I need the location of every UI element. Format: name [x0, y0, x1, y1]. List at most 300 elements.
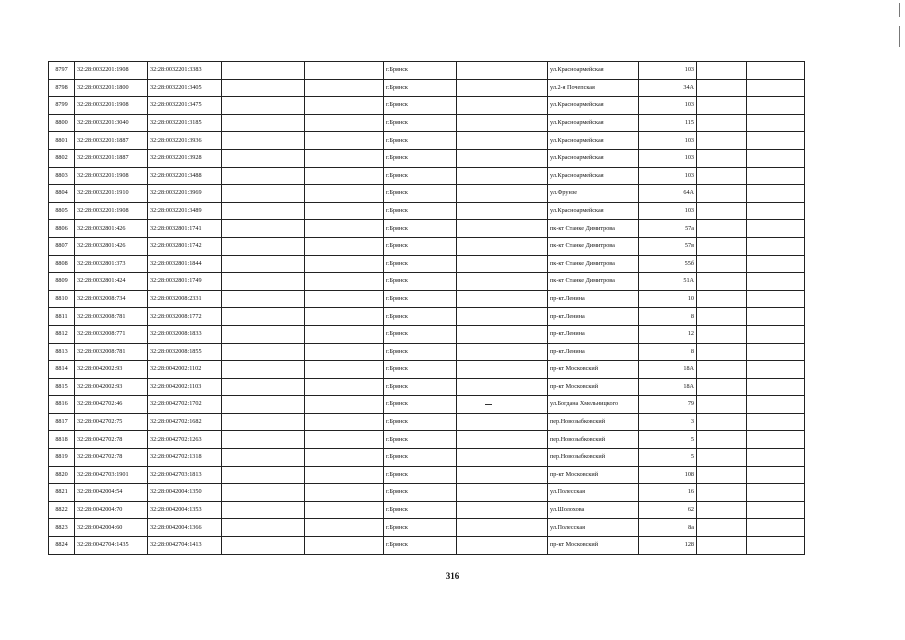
empty-cell	[457, 79, 548, 97]
empty-cell	[305, 484, 384, 502]
street-cell: пр-кт.Ленина	[548, 325, 639, 343]
house-number-cell: 3	[639, 413, 697, 431]
row-number-cell: 8802	[49, 149, 75, 167]
object-cadastral-cell: 32:28:0042702:1318	[148, 449, 222, 467]
row-number-cell: 8822	[49, 501, 75, 519]
empty-cell	[697, 501, 747, 519]
object-cadastral-cell: 32:28:0042002:1103	[148, 378, 222, 396]
table-row	[49, 237, 805, 255]
empty-cell	[457, 167, 548, 185]
table-row	[49, 431, 805, 449]
empty-cell	[747, 202, 805, 220]
table-row	[49, 466, 805, 484]
city-cell: г.Брянск	[384, 132, 457, 150]
house-number-cell: 16	[639, 484, 697, 502]
house-number-cell: 5	[639, 449, 697, 467]
row-number-cell: 8812	[49, 325, 75, 343]
house-number-cell: 57в	[639, 237, 697, 255]
parcel-cadastral-cell: 32:28:0042002:93	[75, 378, 148, 396]
empty-cell	[457, 290, 548, 308]
house-number-cell: 12	[639, 325, 697, 343]
empty-cell	[222, 519, 305, 537]
empty-cell	[697, 237, 747, 255]
row-number-cell: 8808	[49, 255, 75, 273]
empty-cell	[222, 431, 305, 449]
city-cell: г.Брянск	[384, 97, 457, 115]
empty-cell	[222, 132, 305, 150]
table-row	[49, 308, 805, 326]
empty-cell	[697, 220, 747, 238]
house-number-cell: 79	[639, 396, 697, 414]
empty-cell	[457, 537, 548, 555]
empty-cell	[222, 79, 305, 97]
house-number-cell: 10	[639, 290, 697, 308]
empty-cell	[305, 79, 384, 97]
empty-cell	[747, 484, 805, 502]
empty-cell	[222, 501, 305, 519]
row-number-cell: 8804	[49, 185, 75, 203]
empty-cell	[457, 149, 548, 167]
empty-cell	[457, 501, 548, 519]
street-cell: пр-кт.Ленина	[548, 308, 639, 326]
row-number-cell: 8819	[49, 449, 75, 467]
row-number-cell: 8807	[49, 237, 75, 255]
row-number-cell: 8800	[49, 114, 75, 132]
empty-cell	[747, 308, 805, 326]
object-cadastral-cell: 32:28:0032201:3936	[148, 132, 222, 150]
empty-cell	[305, 325, 384, 343]
row-number-cell: 8809	[49, 273, 75, 291]
row-number-cell: 8817	[49, 413, 75, 431]
city-cell: г.Брянск	[384, 396, 457, 414]
parcel-cadastral-cell: 32:28:0032801:426	[75, 237, 148, 255]
street-cell: пк-кт Станке Димитрова	[548, 255, 639, 273]
table-row	[49, 97, 805, 115]
empty-cell	[697, 114, 747, 132]
empty-cell	[457, 114, 548, 132]
empty-cell	[697, 361, 747, 379]
row-number-cell: 8810	[49, 290, 75, 308]
empty-cell	[457, 237, 548, 255]
records-table	[48, 61, 805, 555]
street-cell: ул.Полесская	[548, 519, 639, 537]
table-row	[49, 449, 805, 467]
parcel-cadastral-cell: 32:28:0042704:1435	[75, 537, 148, 555]
row-number-cell: 8798	[49, 79, 75, 97]
empty-cell	[305, 501, 384, 519]
empty-cell	[222, 537, 305, 555]
row-number-cell: 8813	[49, 343, 75, 361]
street-cell: ул.Шолохова	[548, 501, 639, 519]
parcel-cadastral-cell: 32:28:0032201:1908	[75, 97, 148, 115]
empty-cell	[305, 114, 384, 132]
parcel-cadastral-cell: 32:28:0042004:70	[75, 501, 148, 519]
empty-cell	[747, 343, 805, 361]
object-cadastral-cell: 32:28:0042004:1366	[148, 519, 222, 537]
empty-cell	[697, 167, 747, 185]
city-cell: г.Брянск	[384, 413, 457, 431]
empty-cell	[222, 167, 305, 185]
object-cadastral-cell: 32:28:0042704:1413	[148, 537, 222, 555]
street-cell: пр-кт Московский	[548, 466, 639, 484]
row-number-cell: 8797	[49, 62, 75, 80]
street-cell: ул.Красноармейская	[548, 132, 639, 150]
empty-cell	[747, 466, 805, 484]
table-row	[49, 62, 805, 80]
street-cell: пр-кт.Ленина	[548, 290, 639, 308]
empty-cell	[747, 519, 805, 537]
empty-cell	[222, 149, 305, 167]
table-row	[49, 484, 805, 502]
empty-cell	[457, 361, 548, 379]
scan-dash-mark	[485, 404, 492, 405]
table-row	[49, 273, 805, 291]
empty-cell	[697, 343, 747, 361]
street-cell: пр-кт Московский	[548, 378, 639, 396]
object-cadastral-cell: 32:28:0032008:1772	[148, 308, 222, 326]
parcel-cadastral-cell: 32:28:0042702:78	[75, 431, 148, 449]
object-cadastral-cell: 32:28:0042702:1702	[148, 396, 222, 414]
parcel-cadastral-cell: 32:28:0032801:424	[75, 273, 148, 291]
empty-cell	[305, 273, 384, 291]
street-cell: ул.Красноармейская	[548, 62, 639, 80]
city-cell: г.Брянск	[384, 220, 457, 238]
street-cell: пк-кт Станке Димитрова	[548, 220, 639, 238]
table-row	[49, 519, 805, 537]
empty-cell	[222, 237, 305, 255]
parcel-cadastral-cell: 32:28:0032201:1910	[75, 185, 148, 203]
parcel-cadastral-cell: 32:28:0032201:1887	[75, 149, 148, 167]
table-body	[49, 62, 805, 555]
empty-cell	[305, 343, 384, 361]
object-cadastral-cell: 32:28:0032201:3928	[148, 149, 222, 167]
row-number-cell: 8806	[49, 220, 75, 238]
city-cell: г.Брянск	[384, 378, 457, 396]
street-cell: ул.Красноармейская	[548, 149, 639, 167]
empty-cell	[305, 519, 384, 537]
street-cell: ул.Полесская	[548, 484, 639, 502]
object-cadastral-cell: 32:28:0042702:1682	[148, 413, 222, 431]
empty-cell	[457, 325, 548, 343]
empty-cell	[697, 273, 747, 291]
street-cell: ул.Красноармейская	[548, 114, 639, 132]
object-cadastral-cell: 32:28:0032201:3475	[148, 97, 222, 115]
empty-cell	[747, 325, 805, 343]
house-number-cell: 64А	[639, 185, 697, 203]
city-cell: г.Брянск	[384, 501, 457, 519]
street-cell: пер.Новозыбковский	[548, 431, 639, 449]
city-cell: г.Брянск	[384, 62, 457, 80]
house-number-cell: 34А	[639, 79, 697, 97]
parcel-cadastral-cell: 32:28:0042702:78	[75, 449, 148, 467]
empty-cell	[697, 466, 747, 484]
city-cell: г.Брянск	[384, 79, 457, 97]
empty-cell	[747, 255, 805, 273]
empty-cell	[457, 449, 548, 467]
object-cadastral-cell: 32:28:0032008:1833	[148, 325, 222, 343]
empty-cell	[697, 378, 747, 396]
object-cadastral-cell: 32:28:0042004:1353	[148, 501, 222, 519]
empty-cell	[457, 308, 548, 326]
empty-cell	[305, 185, 384, 203]
empty-cell	[222, 343, 305, 361]
house-number-cell: 103	[639, 149, 697, 167]
empty-cell	[457, 97, 548, 115]
city-cell: г.Брянск	[384, 255, 457, 273]
row-number-cell: 8820	[49, 466, 75, 484]
table-row	[49, 114, 805, 132]
empty-cell	[457, 378, 548, 396]
page-number: 316	[445, 571, 460, 581]
parcel-cadastral-cell: 32:28:0032801:373	[75, 255, 148, 273]
house-number-cell: 55б	[639, 255, 697, 273]
object-cadastral-cell: 32:28:0032801:1749	[148, 273, 222, 291]
table-row	[49, 185, 805, 203]
empty-cell	[747, 378, 805, 396]
empty-cell	[747, 361, 805, 379]
empty-cell	[222, 202, 305, 220]
object-cadastral-cell: 32:28:0042004:1350	[148, 484, 222, 502]
row-number-cell: 8814	[49, 361, 75, 379]
city-cell: г.Брянск	[384, 114, 457, 132]
row-number-cell: 8799	[49, 97, 75, 115]
table-row	[49, 361, 805, 379]
table-row	[49, 325, 805, 343]
table-row	[49, 132, 805, 150]
city-cell: г.Брянск	[384, 466, 457, 484]
empty-cell	[305, 537, 384, 555]
table-row	[49, 501, 805, 519]
street-cell: ул.Красноармейская	[548, 202, 639, 220]
row-number-cell: 8816	[49, 396, 75, 414]
table-row	[49, 79, 805, 97]
city-cell: г.Брянск	[384, 484, 457, 502]
house-number-cell: 103	[639, 132, 697, 150]
object-cadastral-cell: 32:28:0042703:1813	[148, 466, 222, 484]
empty-cell	[305, 449, 384, 467]
parcel-cadastral-cell: 32:28:0032201:1887	[75, 132, 148, 150]
house-number-cell: 8а	[639, 519, 697, 537]
empty-cell	[222, 185, 305, 203]
empty-cell	[697, 79, 747, 97]
parcel-cadastral-cell: 32:28:0032008:781	[75, 308, 148, 326]
row-number-cell: 8821	[49, 484, 75, 502]
house-number-cell: 128	[639, 537, 697, 555]
street-cell: пк-кт Станке Димитрова	[548, 273, 639, 291]
street-cell: пр-кт Московский	[548, 537, 639, 555]
street-cell: ул.Красноармейская	[548, 97, 639, 115]
empty-cell	[305, 396, 384, 414]
street-cell: пк-кт Станке Димитрова	[548, 237, 639, 255]
table-row	[49, 378, 805, 396]
house-number-cell: 108	[639, 466, 697, 484]
street-cell: ул.Богдана Хмельницкого	[548, 396, 639, 414]
empty-cell	[747, 132, 805, 150]
city-cell: г.Брянск	[384, 149, 457, 167]
parcel-cadastral-cell: 32:28:0042702:46	[75, 396, 148, 414]
empty-cell	[697, 537, 747, 555]
table-row	[49, 537, 805, 555]
empty-cell	[697, 308, 747, 326]
house-number-cell: 8	[639, 343, 697, 361]
empty-cell	[697, 431, 747, 449]
empty-cell	[697, 97, 747, 115]
parcel-cadastral-cell: 32:28:0032201:1908	[75, 167, 148, 185]
empty-cell	[697, 449, 747, 467]
empty-cell	[457, 343, 548, 361]
empty-cell	[747, 185, 805, 203]
row-number-cell: 8815	[49, 378, 75, 396]
house-number-cell: 103	[639, 97, 697, 115]
empty-cell	[697, 202, 747, 220]
object-cadastral-cell: 32:28:0032801:1742	[148, 237, 222, 255]
empty-cell	[747, 79, 805, 97]
city-cell: г.Брянск	[384, 361, 457, 379]
empty-cell	[305, 62, 384, 80]
empty-cell	[305, 431, 384, 449]
empty-cell	[457, 466, 548, 484]
parcel-cadastral-cell: 32:28:0032201:1908	[75, 62, 148, 80]
empty-cell	[222, 361, 305, 379]
table-row	[49, 149, 805, 167]
empty-cell	[697, 396, 747, 414]
row-number-cell: 8818	[49, 431, 75, 449]
empty-cell	[747, 273, 805, 291]
parcel-cadastral-cell: 32:28:0042004:54	[75, 484, 148, 502]
city-cell: г.Брянск	[384, 325, 457, 343]
city-cell: г.Брянск	[384, 431, 457, 449]
parcel-cadastral-cell: 32:28:0042703:1901	[75, 466, 148, 484]
parcel-cadastral-cell: 32:28:0032801:426	[75, 220, 148, 238]
house-number-cell: 8	[639, 308, 697, 326]
street-cell: ул.Красноармейская	[548, 167, 639, 185]
empty-cell	[305, 413, 384, 431]
empty-cell	[697, 413, 747, 431]
empty-cell	[747, 290, 805, 308]
empty-cell	[697, 519, 747, 537]
object-cadastral-cell: 32:28:0032201:3969	[148, 185, 222, 203]
city-cell: г.Брянск	[384, 519, 457, 537]
empty-cell	[747, 449, 805, 467]
row-number-cell: 8803	[49, 167, 75, 185]
object-cadastral-cell: 32:28:0032801:1741	[148, 220, 222, 238]
empty-cell	[457, 396, 548, 414]
empty-cell	[457, 185, 548, 203]
empty-cell	[305, 97, 384, 115]
empty-cell	[457, 519, 548, 537]
house-number-cell: 18А	[639, 378, 697, 396]
empty-cell	[305, 361, 384, 379]
empty-cell	[222, 413, 305, 431]
row-number-cell: 8805	[49, 202, 75, 220]
empty-cell	[747, 62, 805, 80]
street-cell: ул.2-я Почепская	[548, 79, 639, 97]
house-number-cell: 103	[639, 62, 697, 80]
house-number-cell: 115	[639, 114, 697, 132]
table-row	[49, 202, 805, 220]
table-row	[49, 413, 805, 431]
table-row	[49, 343, 805, 361]
house-number-cell: 62	[639, 501, 697, 519]
city-cell: г.Брянск	[384, 202, 457, 220]
table-row	[49, 220, 805, 238]
scan-edge-mark-top	[899, 3, 900, 17]
row-number-cell: 8824	[49, 537, 75, 555]
empty-cell	[697, 62, 747, 80]
scan-edge-mark-lower	[899, 26, 900, 47]
city-cell: г.Брянск	[384, 237, 457, 255]
street-cell: пер.Новозыбковский	[548, 449, 639, 467]
empty-cell	[747, 167, 805, 185]
house-number-cell: 103	[639, 202, 697, 220]
empty-cell	[457, 431, 548, 449]
house-number-cell: 18А	[639, 361, 697, 379]
empty-cell	[747, 114, 805, 132]
empty-cell	[305, 255, 384, 273]
table-row	[49, 290, 805, 308]
empty-cell	[222, 378, 305, 396]
empty-cell	[222, 220, 305, 238]
empty-cell	[222, 290, 305, 308]
empty-cell	[457, 273, 548, 291]
empty-cell	[305, 290, 384, 308]
city-cell: г.Брянск	[384, 167, 457, 185]
empty-cell	[222, 62, 305, 80]
empty-cell	[222, 396, 305, 414]
house-number-cell: 5	[639, 431, 697, 449]
empty-cell	[222, 114, 305, 132]
empty-cell	[747, 501, 805, 519]
parcel-cadastral-cell: 32:28:0032008:781	[75, 343, 148, 361]
table-row	[49, 167, 805, 185]
empty-cell	[457, 202, 548, 220]
object-cadastral-cell: 32:28:0032801:1844	[148, 255, 222, 273]
empty-cell	[305, 378, 384, 396]
empty-cell	[457, 413, 548, 431]
empty-cell	[305, 220, 384, 238]
row-number-cell: 8811	[49, 308, 75, 326]
empty-cell	[457, 484, 548, 502]
empty-cell	[222, 97, 305, 115]
empty-cell	[457, 62, 548, 80]
empty-cell	[457, 220, 548, 238]
empty-cell	[747, 537, 805, 555]
parcel-cadastral-cell: 32:28:0032008:734	[75, 290, 148, 308]
city-cell: г.Брянск	[384, 308, 457, 326]
empty-cell	[222, 449, 305, 467]
empty-cell	[747, 396, 805, 414]
empty-cell	[305, 466, 384, 484]
empty-cell	[222, 255, 305, 273]
parcel-cadastral-cell: 32:28:0042702:75	[75, 413, 148, 431]
empty-cell	[697, 325, 747, 343]
object-cadastral-cell: 32:28:0042002:1102	[148, 361, 222, 379]
table-row	[49, 396, 805, 414]
city-cell: г.Брянск	[384, 537, 457, 555]
empty-cell	[697, 290, 747, 308]
object-cadastral-cell: 32:28:0032201:3185	[148, 114, 222, 132]
empty-cell	[222, 273, 305, 291]
empty-cell	[747, 431, 805, 449]
empty-cell	[747, 149, 805, 167]
empty-cell	[697, 484, 747, 502]
empty-cell	[222, 308, 305, 326]
parcel-cadastral-cell: 32:28:0042002:93	[75, 361, 148, 379]
parcel-cadastral-cell: 32:28:0032201:1908	[75, 202, 148, 220]
empty-cell	[222, 484, 305, 502]
empty-cell	[457, 132, 548, 150]
house-number-cell: 57а	[639, 220, 697, 238]
